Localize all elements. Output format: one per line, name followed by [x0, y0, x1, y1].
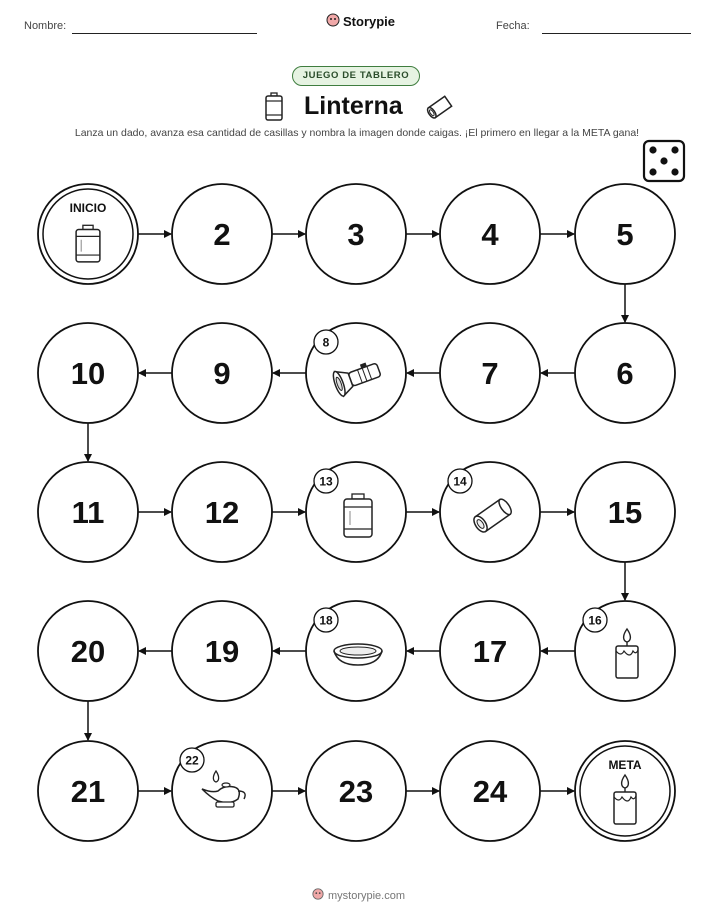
page-title: Linterna	[304, 92, 403, 120]
board-space	[306, 601, 406, 701]
space-number: 13	[319, 474, 333, 489]
space-number: 17	[472, 634, 508, 669]
space-number: 2	[213, 217, 231, 252]
board-space	[575, 462, 675, 562]
space-number: 11	[71, 495, 105, 530]
space-number: 21	[70, 774, 106, 809]
die-icon	[644, 141, 684, 181]
brand-name: Storypie	[343, 14, 396, 29]
space-number: 10	[70, 356, 106, 391]
space-number: 23	[338, 774, 374, 809]
mascot-icon	[312, 888, 324, 903]
space-number: 22	[185, 753, 199, 768]
board-space	[172, 601, 272, 701]
space-label: META	[608, 758, 642, 772]
space-number: 19	[204, 634, 240, 669]
board-space	[172, 184, 272, 284]
board-space	[38, 462, 138, 562]
board-space	[306, 741, 406, 841]
board-space	[575, 184, 675, 284]
battery-icon	[76, 225, 100, 262]
board-space	[440, 323, 540, 423]
board-space	[575, 601, 675, 701]
board-space	[440, 462, 540, 562]
date-label: Fecha:	[496, 20, 530, 32]
board-space	[440, 184, 540, 284]
footer-url: mystorypie.com	[328, 889, 406, 902]
instructions: Lanza un dado, avanza esa cantidad de casillas y nombra la imagen donde caigas. ¡El primero en llegar a la META gana!	[74, 127, 640, 139]
board-space	[306, 323, 406, 423]
board-space	[306, 184, 406, 284]
board-space	[306, 462, 406, 562]
space-number: 20	[70, 634, 106, 669]
board-space	[38, 741, 138, 841]
name-label: Nombre:	[24, 20, 67, 32]
space-number: 16	[588, 613, 602, 628]
board-space	[172, 462, 272, 562]
board-space	[440, 601, 540, 701]
space-number: 7	[481, 356, 499, 391]
space-number: 9	[213, 356, 231, 391]
start-space	[38, 184, 138, 284]
board-space	[172, 323, 272, 423]
space-label: INICIO	[69, 201, 107, 215]
game-type-badge: JUEGO DE TABLERO	[292, 66, 420, 86]
space-number: 14	[453, 474, 467, 489]
board-space	[38, 601, 138, 701]
battery-icon	[344, 494, 372, 537]
space-number: 3	[347, 217, 365, 252]
space-number: 12	[204, 495, 240, 530]
space-number: 24	[472, 774, 508, 809]
board-space	[38, 323, 138, 423]
board-space	[172, 741, 272, 841]
space-number: 8	[322, 335, 330, 350]
space-number: 18	[319, 613, 333, 628]
board-space	[440, 741, 540, 841]
footer	[312, 888, 405, 903]
space-number: 6	[616, 356, 634, 391]
board-space	[575, 323, 675, 423]
space-number: 5	[616, 217, 634, 252]
finish-space	[575, 741, 675, 841]
space-number: 15	[607, 495, 643, 530]
space-number: 4	[481, 217, 499, 252]
